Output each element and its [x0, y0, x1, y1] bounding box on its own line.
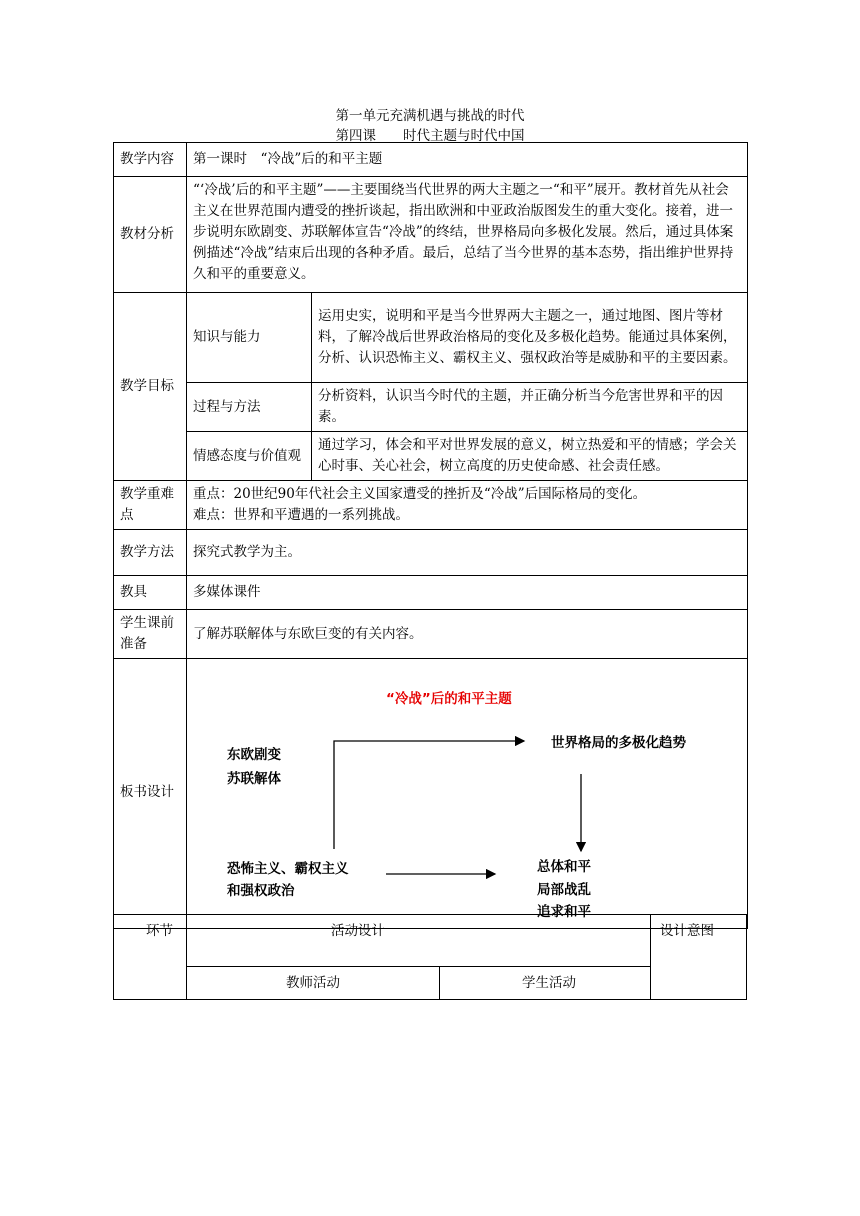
board-diagram — [187, 659, 747, 921]
board-right-bottom-3: 追求和平 — [537, 904, 591, 920]
stage-header — [113, 914, 187, 1000]
method-label: 教学方法 — [114, 530, 187, 576]
analysis-label: 教材分析 — [114, 177, 187, 293]
row-tools — [114, 576, 748, 610]
board-right-bottom-2: 局部战乱 — [537, 882, 591, 898]
row-goal-attitude — [114, 432, 748, 481]
activity-label: 活动设计 — [331, 923, 385, 939]
student-header — [439, 966, 651, 1000]
board-right-top: 世界格局的多极化趋势 — [551, 735, 686, 751]
board-right-bottom-1: 总体和平 — [537, 859, 591, 875]
process-table — [113, 914, 747, 1000]
board-left-top-2: 苏联解体 — [227, 771, 281, 787]
row-method — [114, 530, 748, 576]
board-title: “冷战”后的和平主题 — [386, 691, 512, 707]
teacher-header — [186, 966, 440, 1000]
row-goal-process — [114, 383, 748, 432]
board-label: 板书设计 — [114, 659, 187, 929]
row-goal-knowledge — [114, 293, 748, 383]
goal-name-attitude: 情感态度与价值观 — [187, 432, 312, 481]
keypoint-focus: 重点：20世纪90年代社会主义国家遭受的挫折及“冷战”后国际格局的变化。 — [193, 486, 647, 502]
tools-label: 教具 — [114, 576, 187, 610]
unit-title: 第一单元充满机遇与挑战的时代 — [335, 108, 525, 124]
tools-value: 多媒体课件 — [187, 576, 748, 610]
activity-header — [186, 914, 651, 967]
prep-label: 学生课前准备 — [114, 610, 187, 659]
arrow-upper — [334, 741, 524, 849]
goal-text-attitude: 通过学习，体会和平对世界发展的意义，树立热爱和平的情感；学会关心时事、关心社会，树立高度的历史使命感、社会责任感。 — [312, 432, 748, 481]
row-analysis — [114, 177, 748, 293]
keypoints-label: 教学重难点 — [114, 481, 187, 530]
prep-value: 了解苏联解体与东欧巨变的有关内容。 — [187, 610, 748, 659]
intent-header — [650, 914, 747, 1000]
board-design — [187, 659, 748, 929]
teacher-label: 教师活动 — [286, 975, 340, 991]
lesson-plan-table — [113, 142, 748, 929]
row-keypoints — [114, 481, 748, 530]
board-left-bottom-1: 恐怖主义、霸权主义 — [227, 861, 349, 877]
row-prep — [114, 610, 748, 659]
board-left-top-1: 东欧剧变 — [227, 747, 281, 763]
content-label: 教学内容 — [114, 143, 187, 177]
keypoints-value — [187, 481, 748, 530]
goals-label: 教学目标 — [114, 293, 187, 481]
row-board — [114, 659, 748, 929]
intent-label: 设计意图 — [660, 923, 714, 939]
analysis-value: “‘冷战’后的和平主题”——主要围绕当代世界的两大主题之一“和平”展开。教材首先从社会主义在世界范围内遭受的挫折谈起，指出欧洲和中亚政治版图发生的重大变化。接着，进一步说明东欧剧变、苏联解体宣告“冷战”的终结，世界格局向多极化发展。然后，通过具体案例描述“冷战”结束后出现的各种矛盾。最后，总结了当今世界的基本态势，指出维护世界持久和平的重要意义。 — [187, 177, 748, 293]
keypoint-difficulty: 难点：世界和平遭遇的一系列挑战。 — [193, 507, 409, 523]
goal-name-process: 过程与方法 — [187, 383, 312, 432]
goal-text-knowledge: 运用史实，说明和平是当今世界两大主题之一，通过地图、图片等材料，了解冷战后世界政治格局的变化及多极化趋势。能通过具体案例，分析、认识恐怖主义、霸权主义、强权政治等是威胁和平的主要因素。 — [312, 293, 748, 383]
row-content — [114, 143, 748, 177]
method-value: 探究式教学为主。 — [187, 530, 748, 576]
board-left-bottom-2: 和强权政治 — [227, 883, 295, 899]
stage-label: 环节 — [146, 923, 173, 939]
student-label: 学生活动 — [522, 975, 576, 991]
goal-text-process: 分析资料，认识当今时代的主题，并正确分析当今危害世界和平的因素。 — [312, 383, 748, 432]
goal-name-knowledge: 知识与能力 — [187, 293, 312, 383]
content-value: 第一课时 “冷战”后的和平主题 — [187, 143, 748, 177]
lesson-title: 第四课 时代主题与时代中国 — [335, 128, 525, 144]
